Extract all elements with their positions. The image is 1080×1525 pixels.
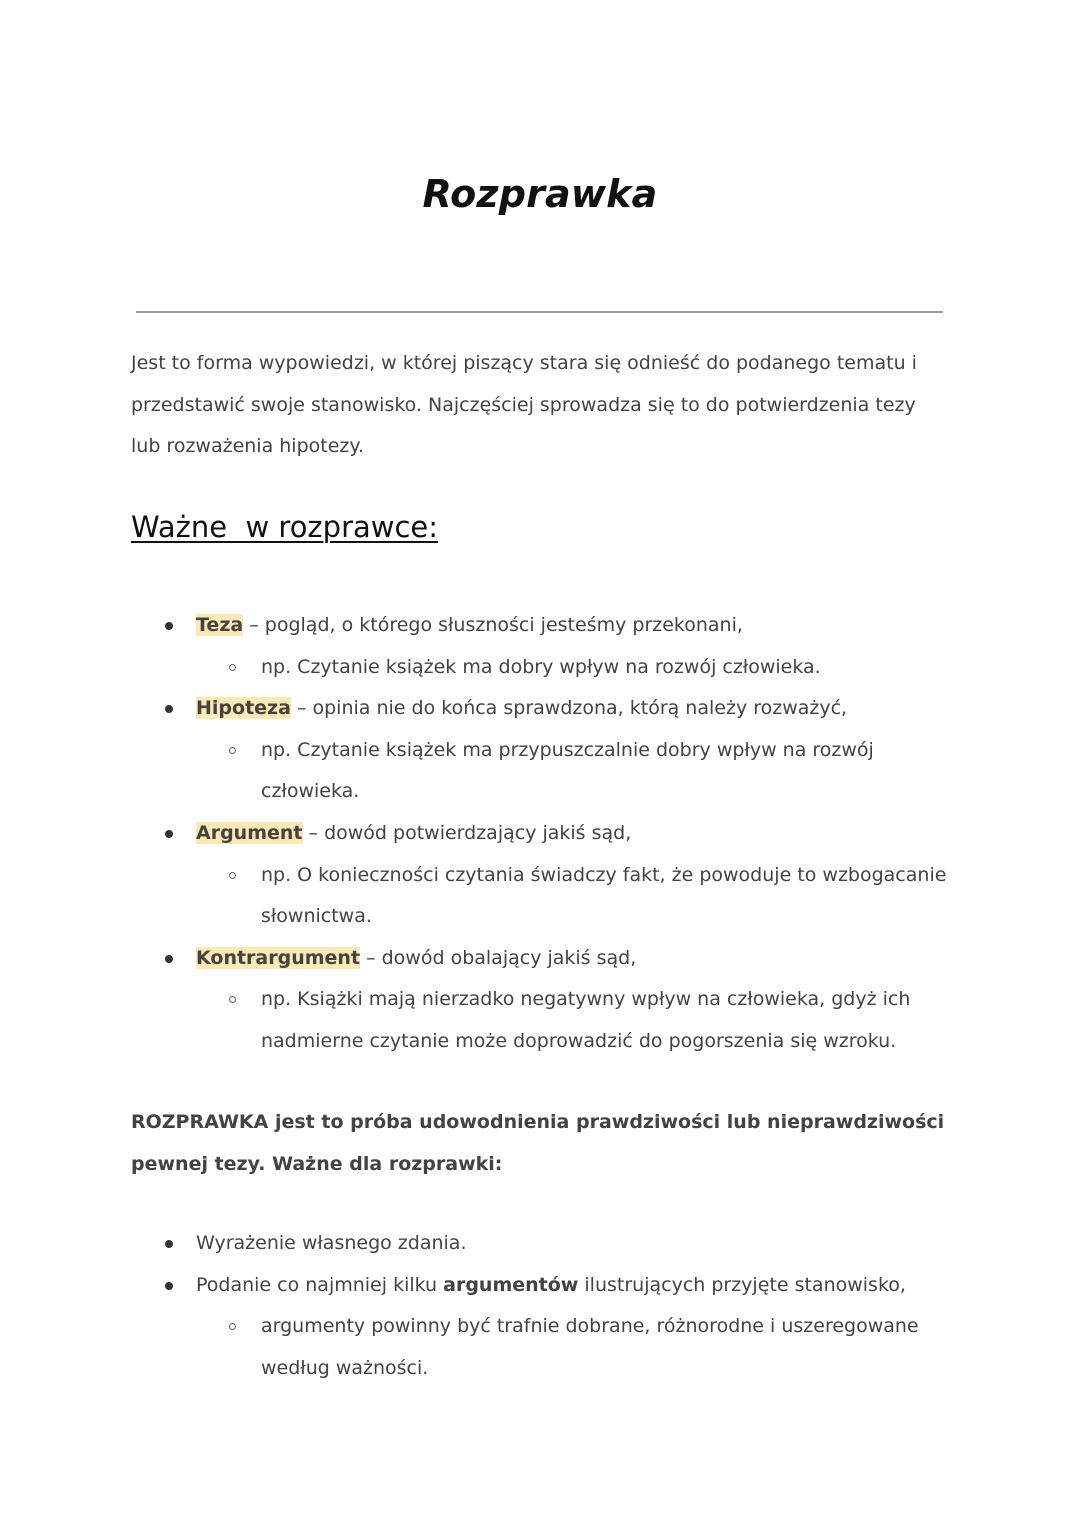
term-definition: – dowód obalający jakiś sąd, [360,946,637,969]
requirement-text: Podanie co najmniej kilku [196,1273,444,1296]
page-title: Rozprawka [422,172,658,216]
requirement-item: Wyrażenie własnego zdania. [0,1223,956,1265]
example-item: np. Czytanie książek ma dobry wpływ na rozwój człowieka. [0,647,951,689]
intro-paragraph: Jest to forma wypowiedzi, w której piszący stara się odnieść do podanego tematu i przedstawić swoje stanowisko. Najczęściej sprowadza się to do potwierdzenia tezy lub rozważenia hipotezy. [131,352,917,458]
example-item: np. Książki mają nierzadko negatywny wpływ na człowieka, gdyż ich nadmierne czytanie może doprowadzić do pogorszenia się wzroku. [0,979,951,1062]
term-definition: – dowód potwierdzający jakiś sąd, [302,821,632,844]
terms-list [0,605,1080,1063]
list-item-teza [0,605,956,647]
requirement-text: ilustrujących przyjęte stanowisko, [578,1273,906,1296]
requirement-bold-text: argumentów [443,1273,579,1296]
term-highlight: Hipoteza [196,697,291,720]
requirement-item [0,1265,956,1307]
example-item: np. O konieczności czytania świadczy fakt, że powoduje to wzbogacanie słownictwa. [0,855,951,938]
list-item-kontrargument [0,938,956,980]
example-item: np. Czytanie książek ma przypuszczalnie dobry wpływ na rozwój człowieka. [0,730,951,813]
list-item-hipoteza [0,688,956,730]
term-highlight: Kontrargument [196,946,361,969]
summary-paragraph: ROZPRAWKA jest to próba udowodnienia prawdziwości lub nieprawdziwości pewnej tezy. Ważne dla rozprawki: [131,1111,945,1175]
requirements-list [0,1223,1080,1389]
section-heading: Ważne w rozprawce: [131,510,439,544]
term-highlight: Teza [196,614,244,636]
requirement-subitem: argumenty powinny być trafnie dobrane, różnorodne i uszeregowane według ważności. [0,1306,951,1389]
term-definition: – pogląd, o którego słuszności jesteśmy przekonani, [243,614,743,636]
list-item-argument [0,813,956,855]
horizontal-rule [136,311,943,313]
term-definition: – opinia nie do końca sprawdzona, którą należy rozważyć, [290,697,848,720]
term-highlight: Argument [196,821,303,844]
